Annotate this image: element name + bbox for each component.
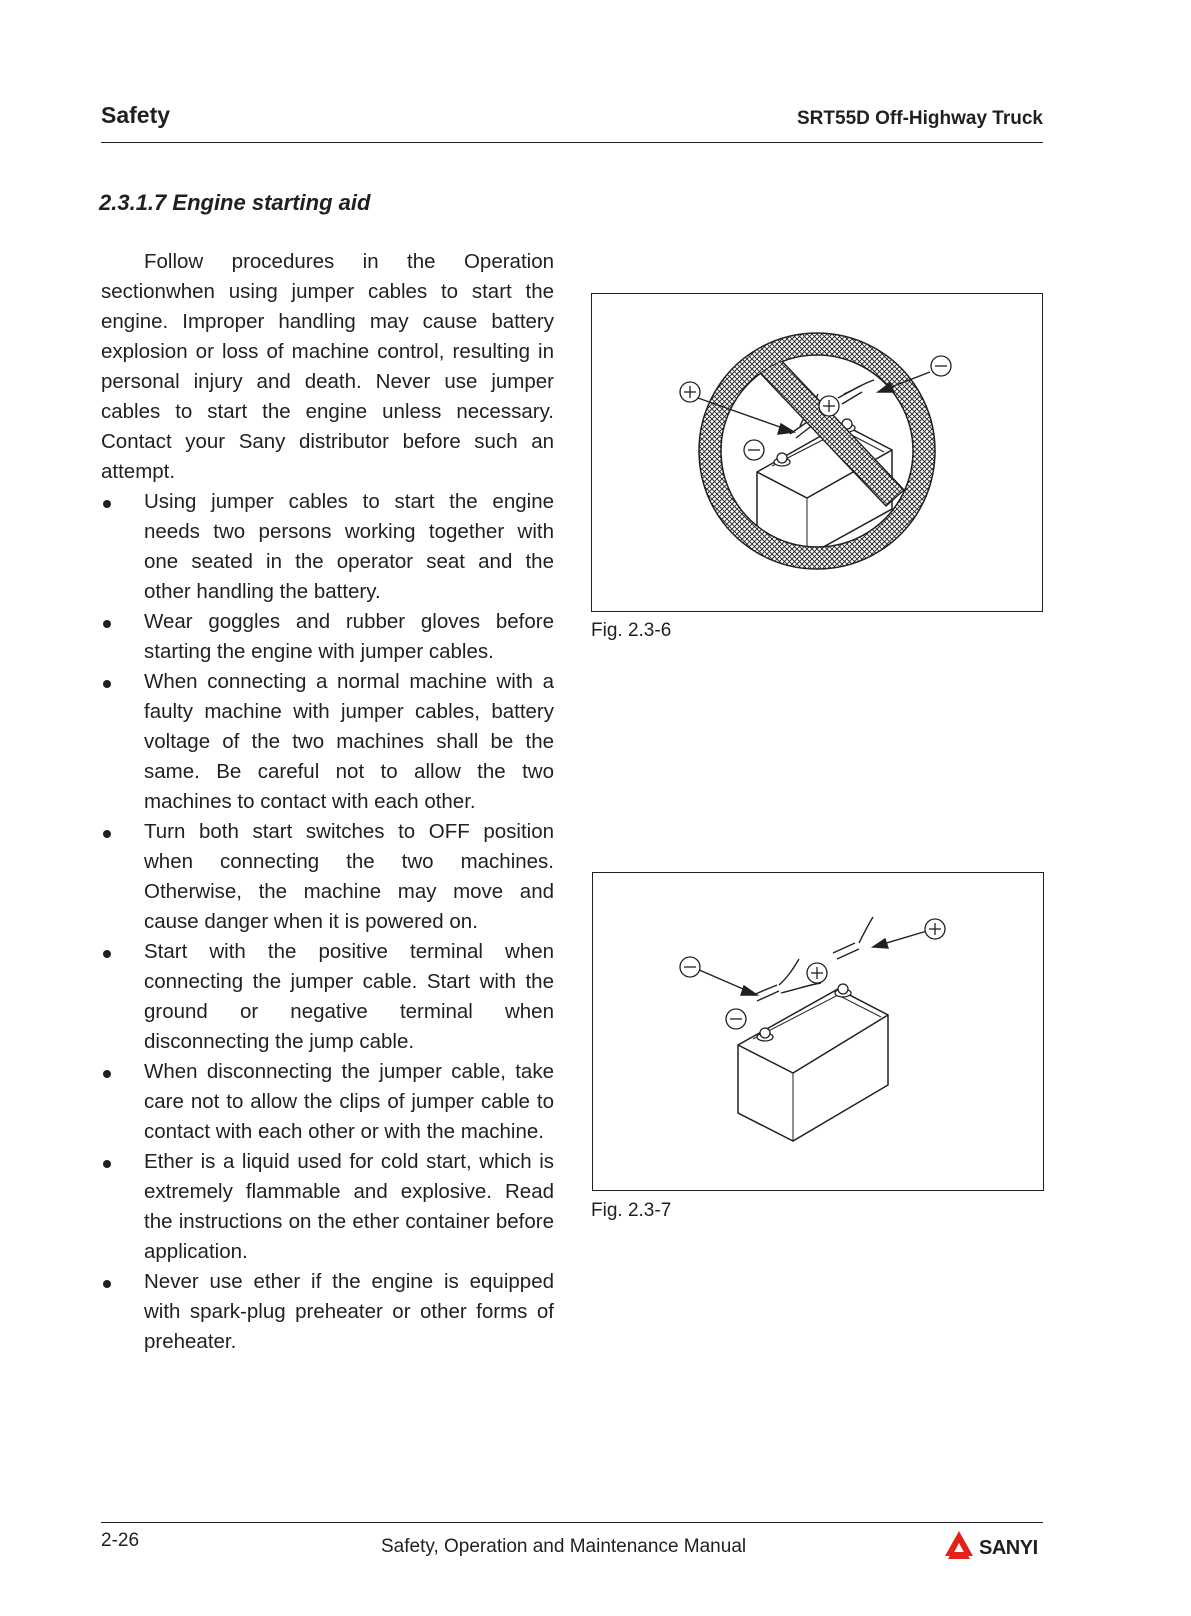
header-divider	[101, 142, 1043, 143]
intro-paragraph: Follow procedures in the Operation sectionwhen using jumper cables to start the engine. Improper handling may cause battery explosion or loss of machine control, resulting in personal injury and death. Never use jumper cables to start the engine unless necessary. Contact your Sany distributor before such an attempt.	[101, 250, 554, 483]
list-item	[101, 1267, 554, 1357]
bullet-icon	[103, 830, 111, 838]
list-item-text: Using jumper cables to start the engine needs two persons working together with one seated in the operator seat and the other handling the battery.	[144, 490, 554, 603]
brand-logo	[942, 1529, 1043, 1567]
bullet-list	[101, 487, 554, 1357]
footer-manual-title: Safety, Operation and Maintenance Manual	[381, 1536, 747, 1557]
list-item-text: Turn both start switches to OFF position when connecting the two machines. Otherwise, the machine may move and cause danger when it is powered on.	[144, 820, 554, 933]
bullet-icon	[103, 500, 111, 508]
list-item-text: Ether is a liquid used for cold start, which is extremely flammable and explosive. Read the instructions on the ether container before application.	[144, 1150, 554, 1263]
header-product: SRT55D Off-Highway Truck	[797, 108, 1043, 129]
figure-jumper-prohibited	[591, 293, 1043, 612]
list-item	[101, 817, 554, 937]
bullet-icon	[103, 1160, 111, 1168]
bullet-icon	[103, 950, 111, 958]
list-item	[101, 667, 554, 817]
list-item	[101, 487, 554, 607]
section-title: 2.3.1.7 Engine starting aid	[99, 190, 371, 215]
bullet-icon	[103, 1280, 111, 1288]
battery-prohibited-illustration	[592, 294, 1042, 611]
list-item-text: Wear goggles and rubber gloves before starting the engine with jumper cables.	[144, 610, 554, 663]
list-item	[101, 1057, 554, 1147]
bullet-icon	[103, 620, 111, 628]
bullet-icon	[103, 1070, 111, 1078]
list-item-text: When disconnecting the jumper cable, take care not to allow the clips of jumper cable to contact with each other or with the machine.	[144, 1060, 554, 1143]
list-item-text: When connecting a normal machine with a faulty machine with jumper cables, battery voltage of the two machines shall be the same. Be careful not to allow the two machines to contact with each other.	[144, 670, 554, 813]
bullet-icon	[103, 680, 111, 688]
battery-connection-illustration	[593, 873, 1043, 1190]
body-text	[101, 247, 554, 1357]
page-number: 2-26	[101, 1530, 140, 1551]
list-item	[101, 607, 554, 667]
sany-logo-icon	[942, 1529, 976, 1563]
footer-divider	[101, 1522, 1043, 1523]
list-item-text: Start with the positive terminal when connecting the jumper cable. Start with the ground or negative terminal when disconnecting the jump cable.	[144, 940, 554, 1053]
list-item	[101, 1147, 554, 1267]
figure-jumper-connection	[592, 872, 1044, 1191]
figure-caption: Fig. 2.3-6	[591, 620, 672, 641]
list-item-text: Never use ether if the engine is equipped with spark-plug preheater or other forms of preheater.	[144, 1270, 554, 1353]
figure-caption: Fig. 2.3-7	[591, 1200, 672, 1221]
brand-name: SANYI	[979, 1537, 1038, 1559]
list-item	[101, 937, 554, 1057]
header-section: Safety	[101, 102, 171, 128]
